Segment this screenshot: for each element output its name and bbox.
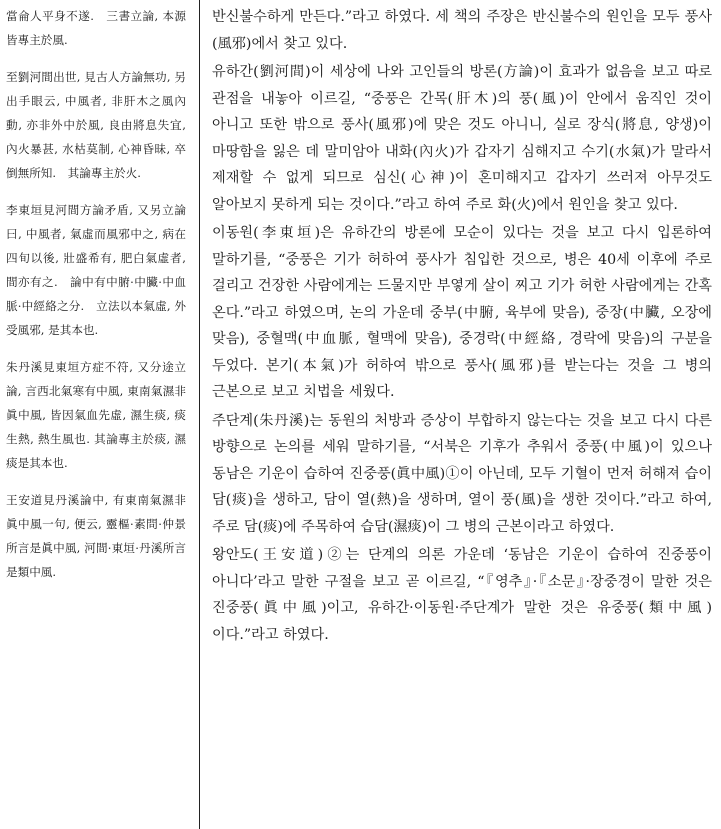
translation-paragraph-4: 주단계(朱丹溪)는 동원의 처방과 증상이 부합하지 않는다는 것을 보고 다시 다른 방향으로 논의를 세워 말하기를, “서북은 기후가 추워서 중풍(中風)이 있으나 동남은 기운이 습하여 진중풍(眞中風)①이 아닌데, 모두 기혈이 먼저 허해져 습이 담(痰)을 생하고, 담이 열(熱)을 생하며, 열이 풍(風)을 생한 것이다.”라고 하여, 주로 담(痰)에 주목하여 습담(濕痰)이 그 병의 근본이라고 하였다.: [212, 412, 712, 535]
column-divider: [199, 0, 200, 829]
classical-chinese-column: [6, 4, 186, 597]
translation-paragraph-3: 이동원(李東垣)은 유하간의 방론에 모순이 있다는 것을 보고 다시 입론하여 말하기를, “중풍은 기가 허하여 풍사가 침입한 것으로, 병은 40세 이후에 주로 걸리고 건장한 사람에게는 드물지만 부옇게 살이 찌고 기가 허한 사람에게는 간혹 온다.”라고 하였으며, 논의 가운데 중부(中腑, 육부에 맞음), 중장(中臟, 오장에 맞음), 중혈맥(中血脈, 혈맥에 맞음), 중경락(中經絡, 경락에 맞음)의 구분을 두었다. 본기(本氣)가 허하여 밖으로 풍사(風邪)를 받는다는 것을 그 병의 근본으로 보고 치법을 세웠다.: [212, 225, 712, 400]
original-text-paragraph-5: 王安道見丹溪論中, 有東南氣濕非眞中風一句, 便云, 靈樞·素問·仲景所言是眞中風, 河間·東垣·丹溪所言是類中風.: [6, 493, 186, 579]
original-text-paragraph-4: 朱丹溪見東垣方症不符, 又分途立論, 言西北氣寒有中風, 東南氣濕非眞中風, 皆因氣血先虛, 濕生痰, 痰生熱, 熱生風也. 其論專主於痰, 濕痰是其本也.: [6, 360, 186, 470]
translation-paragraph-1: 반신불수하게 만든다.”라고 하였다. 세 책의 주장은 반신불수의 원인을 모두 풍사(風邪)에서 찾고 있다.: [212, 9, 712, 52]
original-text-paragraph-3: 李東垣見河間方論矛盾, 又另立論曰, 中風者, 氣虛而風邪中之, 病在四旬以後, 壯盛希有, 肥白氣虛者, 間亦有之. 論中有中腑·中臟·中血脈·中經絡之分. 立法以本氣虛, 外受風邪, 是其本也.: [6, 203, 186, 337]
translation-paragraph-2: 유하간(劉河間)이 세상에 나와 고인들의 방론(方論)이 효과가 없음을 보고 따로 관점을 내놓아 이르길, “중풍은 간목(肝木)의 풍(風)이 안에서 움직인 것이 아니고 또한 밖으로 풍사(風邪)에 맞은 것도 아니니, 실로 장식(將息, 양생)이 마땅함을 잃은 데 말미암아 내화(內火)가 갑자기 심해지고 수기(水氣)가 말라서 제재할 수 없게 되므로 심신(心神)이 혼미해지고 갑자기 쓰러져 아무것도 알아보지 못하게 되는 것이다.”라고 하여 주로 화(火)에서 원인을 찾고 있다.: [212, 64, 712, 213]
translation-paragraph-5: 왕안도(王安道)②는 단계의 의론 가운데 ‘동남은 기운이 습하여 진중풍이 아니다’라고 말한 구절을 보고 곧 이르길, “『영추』·『소문』·장중경이 말한 것은 진중풍(眞中風)이고, 유하간·이동원·주단계가 말한 것은 유중풍(類中風)이다.”라고 하였다.: [212, 547, 712, 643]
original-text-paragraph-1: 當侖人平身不遂. 三書立論, 本源皆專主於風.: [6, 9, 186, 47]
original-text-paragraph-2: 至劉河間出世, 見古人方論無功, 另出手眼云, 中風者, 非肝木之風內動, 亦非外中於風, 良由將息失宜, 內火暴甚, 水枯莫制, 心神昏昧, 卒倒無所知. 其論專主於火.: [6, 70, 186, 180]
korean-translation-column: [212, 4, 712, 650]
